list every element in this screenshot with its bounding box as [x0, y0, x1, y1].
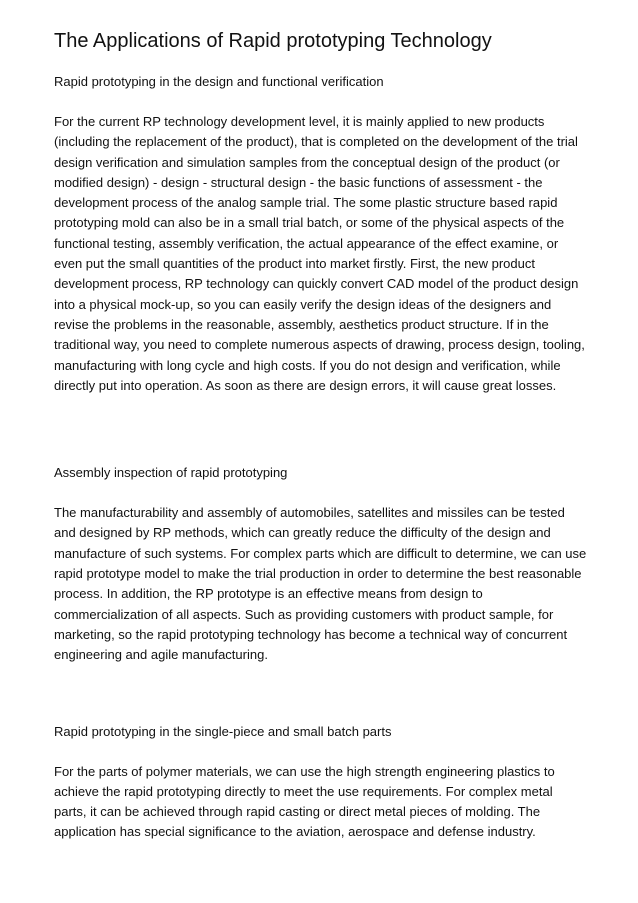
section-heading: Rapid prototyping in the single-piece and small batch parts	[54, 723, 392, 739]
spacer	[54, 666, 588, 722]
section-heading: Assembly inspection of rapid prototyping	[54, 465, 288, 481]
section-assembly-inspection	[54, 463, 588, 665]
section-body: The manufacturability and assembly of automobiles, satellites and missiles can be tested and designed by RP methods, which can greatly reduce the difficulty of the design and manufacture of such systems. For complex parts which are difficult to determine, we can use rapid prototype model to make the trial production in order to determine the best reasonable process. In addition, the RP prototype is an effective means from design to commercialization of all aspects. Such as providing customers with product sample, for marketing, so the rapid prototyping technology has become a technical way of concurrent engineering and agile manufacturing.	[54, 505, 587, 663]
document-title: The Applications of Rapid prototyping Technology	[54, 30, 492, 52]
section-small-batch-parts	[54, 722, 588, 843]
section-design-verification	[54, 72, 588, 396]
section-heading: Rapid prototyping in the design and functional verification	[54, 74, 384, 89]
section-body: For the parts of polymer materials, we can use the high strength engineering plastics to achieve the rapid prototyping directly to meet the use requirements. For complex metal parts, it can be achieved through rapid casting or direct metal pieces of molding. The application has special significance to the aviation, aerospace and defense industry.	[54, 763, 555, 840]
section-body: For the current RP technology development level, it is mainly applied to new products (including the replacement of the product), that is completed on the development of the trial design verification and simulation samples from the conceptual design of the product (or modified design) - design - structural design - the basic functions of assessment - the development process of the analog sample trial. The some plastic structure based rapid prototyping mold can also be in a small trial batch, or some of the physical aspects of the functional testing, assembly verification, the actual appearance of the effect examine, or even put the small quantities of the product into market firstly. First, the new product development process, RP technology can quickly convert CAD model of the product design into a physical mock-up, so you can easily verify the design ideas of the designers and revise the problems in the reasonable, assembly, aesthetics product structure. If in the traditional way, you need to complete numerous aspects of drawing, process design, tooling, manufacturing with long cycle and high costs. If you do not design and verification, while directly put into operation. As soon as there are design errors, it will cause great losses.	[54, 114, 585, 393]
spacer	[54, 396, 588, 463]
